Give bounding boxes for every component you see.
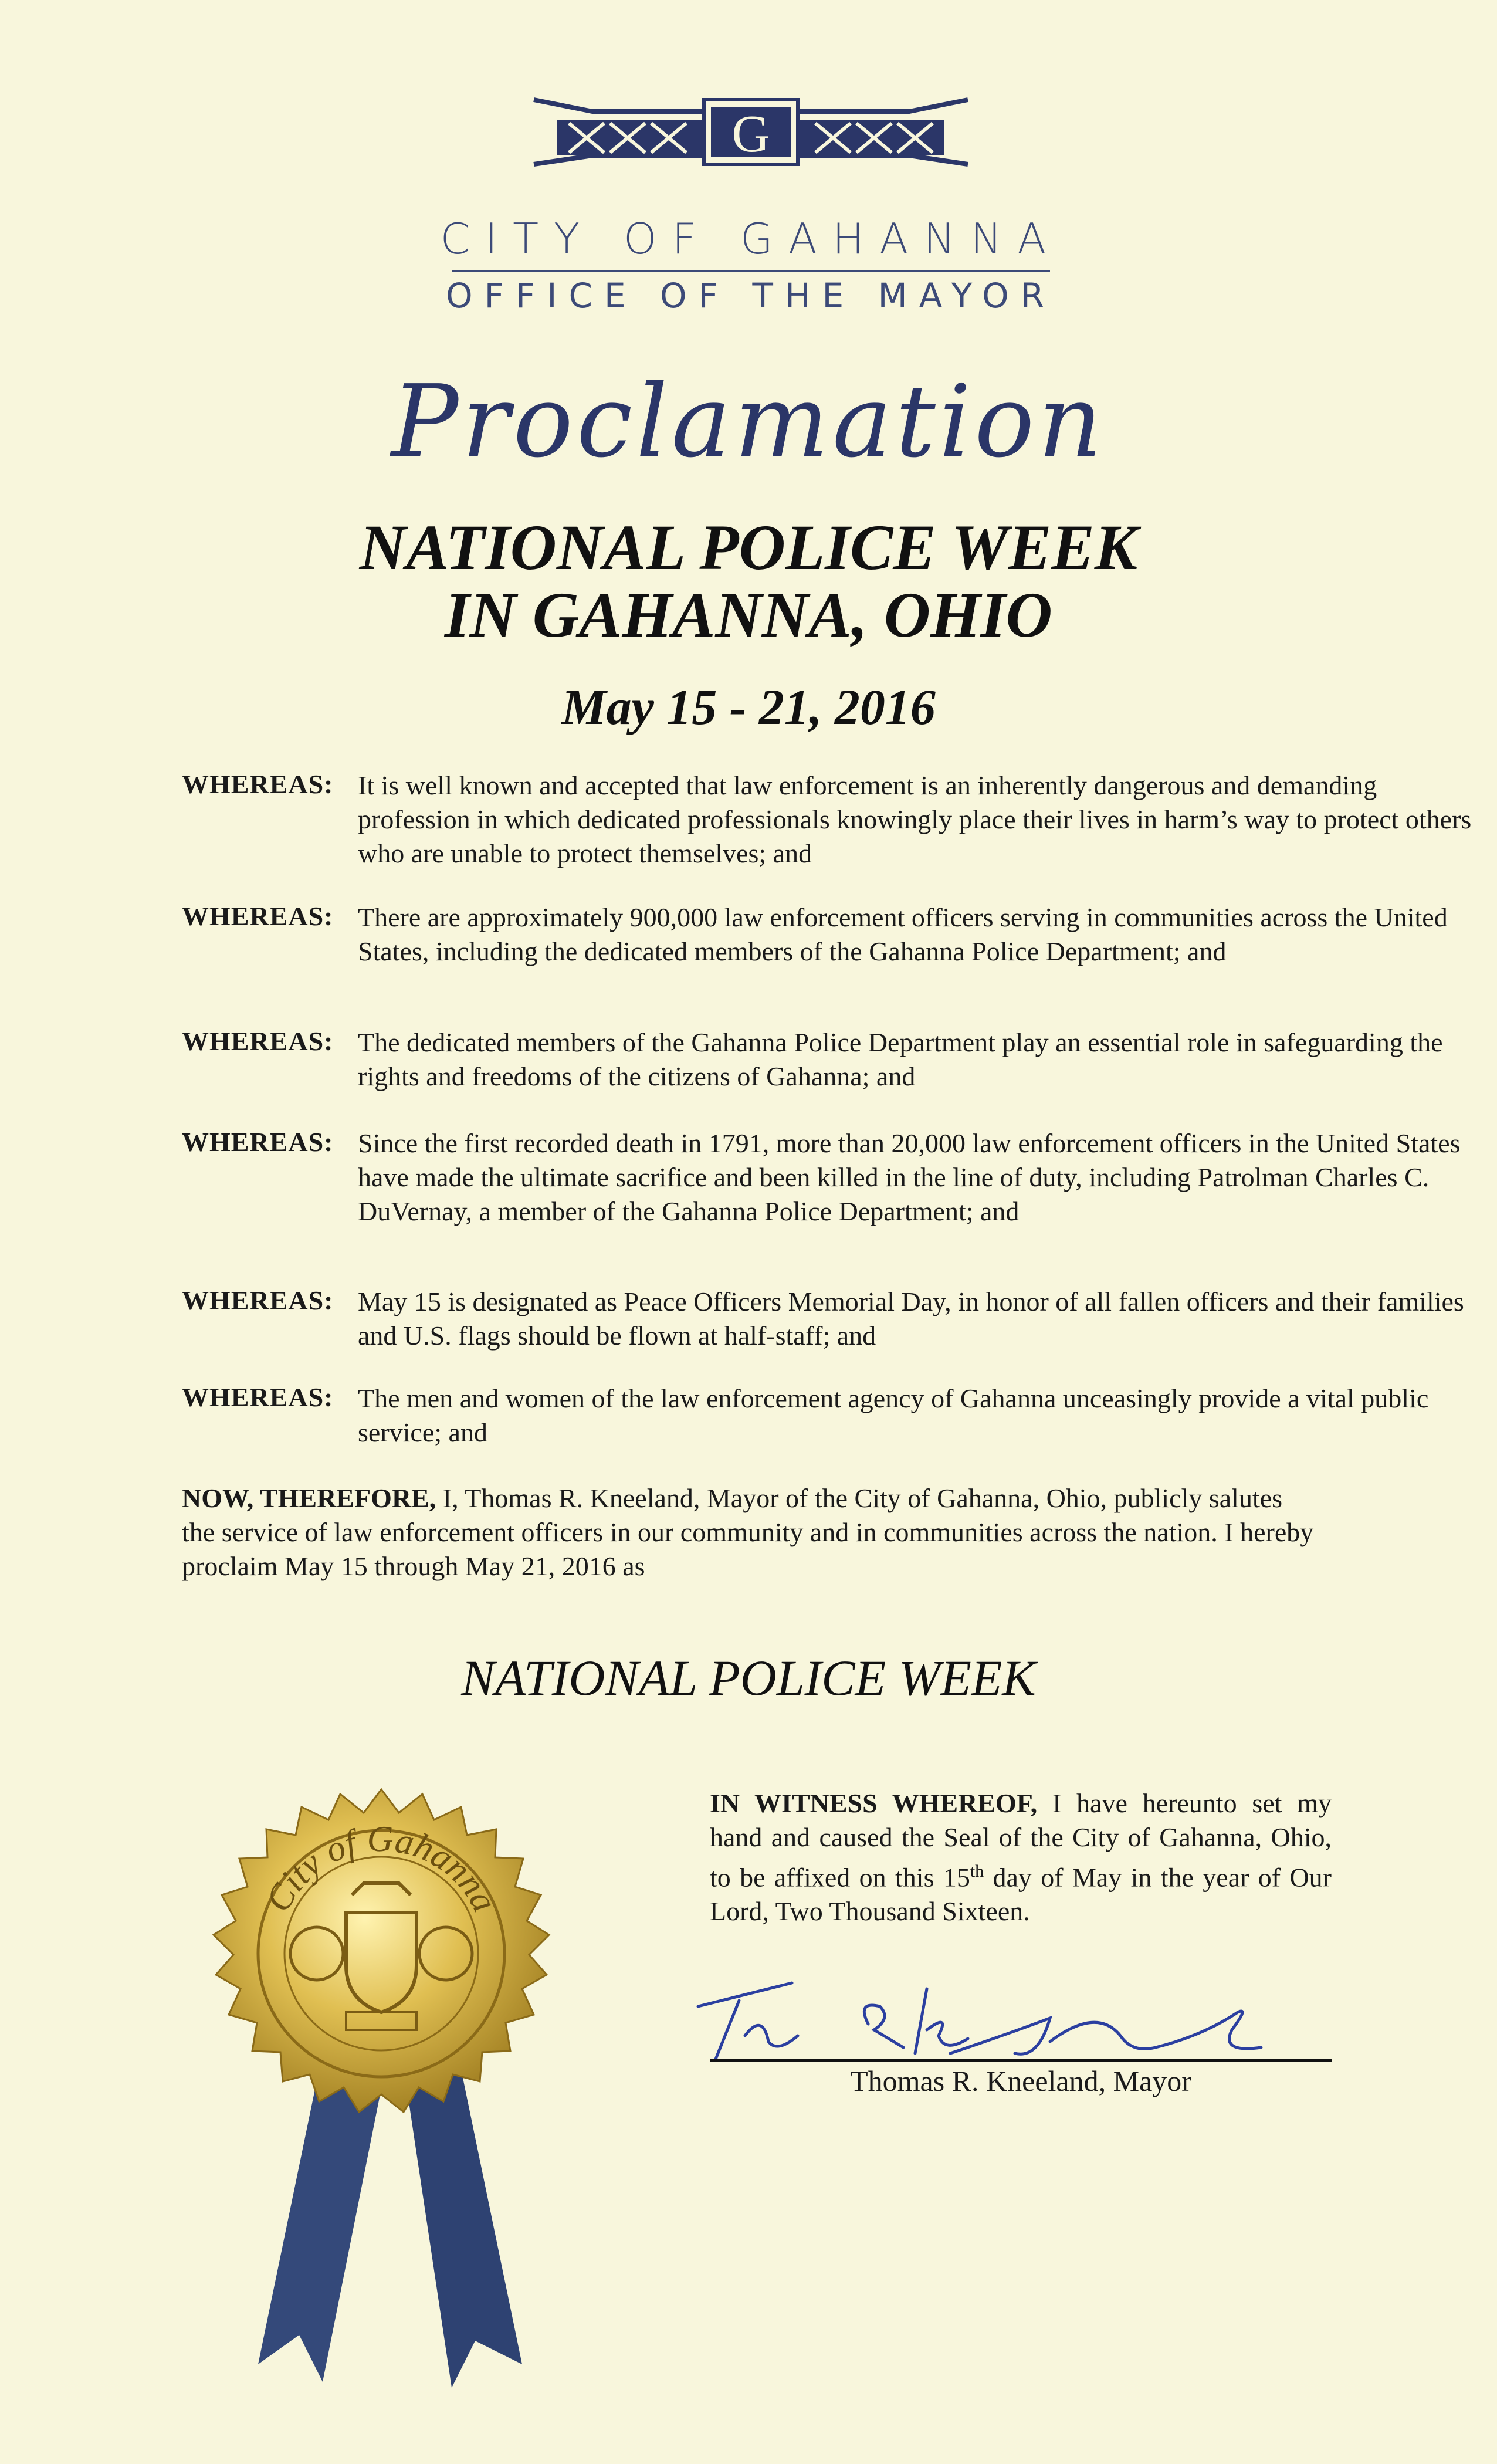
witness-day-suffix: th bbox=[970, 1861, 984, 1881]
mayor-signature bbox=[675, 1965, 1355, 2065]
header-divider bbox=[452, 270, 1050, 272]
whereas-label: WHEREAS: bbox=[182, 1026, 334, 1056]
whereas-text: There are approximately 900,000 law enforcement officers serving in communities across the United States, including the dedicated members of the Gahanna Police Department; and bbox=[358, 902, 1448, 966]
city-seal bbox=[176, 1778, 587, 2411]
city-name: CITY OF GAHANNA bbox=[440, 214, 1062, 263]
whereas-label: WHEREAS: bbox=[182, 769, 334, 799]
whereas-label: WHEREAS: bbox=[182, 901, 334, 931]
seal-text: City of Gahanna bbox=[258, 1819, 505, 1918]
whereas-text: The men and women of the law enforcement agency of Gahanna unceasingly provide a vital public service; and bbox=[358, 1383, 1429, 1447]
proclamation-dates: May 15 - 21, 2016 bbox=[561, 679, 936, 735]
whereas-label: WHEREAS: bbox=[182, 1285, 334, 1315]
signer-name: Thomas R. Kneeland, Mayor bbox=[850, 2064, 1191, 2097]
whereas-text: The dedicated members of the Gahanna Police Department play an essential role in safeguarding the rights and freedoms of the citizens of Gahanna; and bbox=[358, 1027, 1443, 1091]
witness-lead: IN WITNESS WHEREOF, bbox=[710, 1788, 1038, 1818]
witness-text: I have hereunto set my hand and caused the Seal of the City of Gahanna, Ohio, to be affixed on this 15 bbox=[710, 1788, 1332, 1893]
now-therefore-paragraph bbox=[182, 1481, 1320, 1583]
whereas-text: It is well known and accepted that law enforcement is an inherently dangerous and demanding profession in which dedicated professionals knowingly place their lives in harm’s way to protect others who are unable to protect themselves; and bbox=[358, 770, 1472, 868]
city-logo bbox=[522, 88, 980, 170]
office-name: OFFICE OF THE MAYOR bbox=[445, 276, 1056, 316]
proclaimed-title: NATIONAL POLICE WEEK bbox=[461, 1650, 1036, 1706]
proclamation-heading: Proclamation bbox=[391, 364, 1106, 480]
title-line-1: NATIONAL POLICE WEEK bbox=[359, 512, 1138, 583]
logo-letter: G bbox=[731, 105, 770, 163]
whereas-label: WHEREAS: bbox=[182, 1382, 334, 1412]
witness-paragraph bbox=[710, 1786, 1332, 1928]
witness-text-end: day of May in the year of Our Lord, Two Thousand Sixteen. bbox=[710, 1862, 1332, 1927]
whereas-text: May 15 is designated as Peace Officers Memorial Day, in honor of all fallen officers and their families and U.S. flags should be flown at half-staff; and bbox=[358, 1287, 1464, 1351]
now-therefore-text: I, Thomas R. Kneeland, Mayor of the City of Gahanna, Ohio, publicly salutes the service of law enforcement officers in our community and in communities across the nation. I hereby proclaim May 15 through May 21, 2016 as bbox=[182, 1483, 1314, 1581]
signature-line bbox=[710, 2059, 1332, 2062]
whereas-text: Since the first recorded death in 1791, more than 20,000 law enforcement officers in the United States have made the ultimate sacrifice and been killed in the line of duty, including Patrolman Charles C. DuVernay, a member of the Gahanna Police Department; and bbox=[358, 1128, 1461, 1226]
title-line-2: IN GAHANNA, OHIO bbox=[445, 579, 1052, 651]
now-therefore-lead: NOW, THEREFORE, bbox=[182, 1483, 436, 1513]
whereas-label: WHEREAS: bbox=[182, 1127, 334, 1157]
